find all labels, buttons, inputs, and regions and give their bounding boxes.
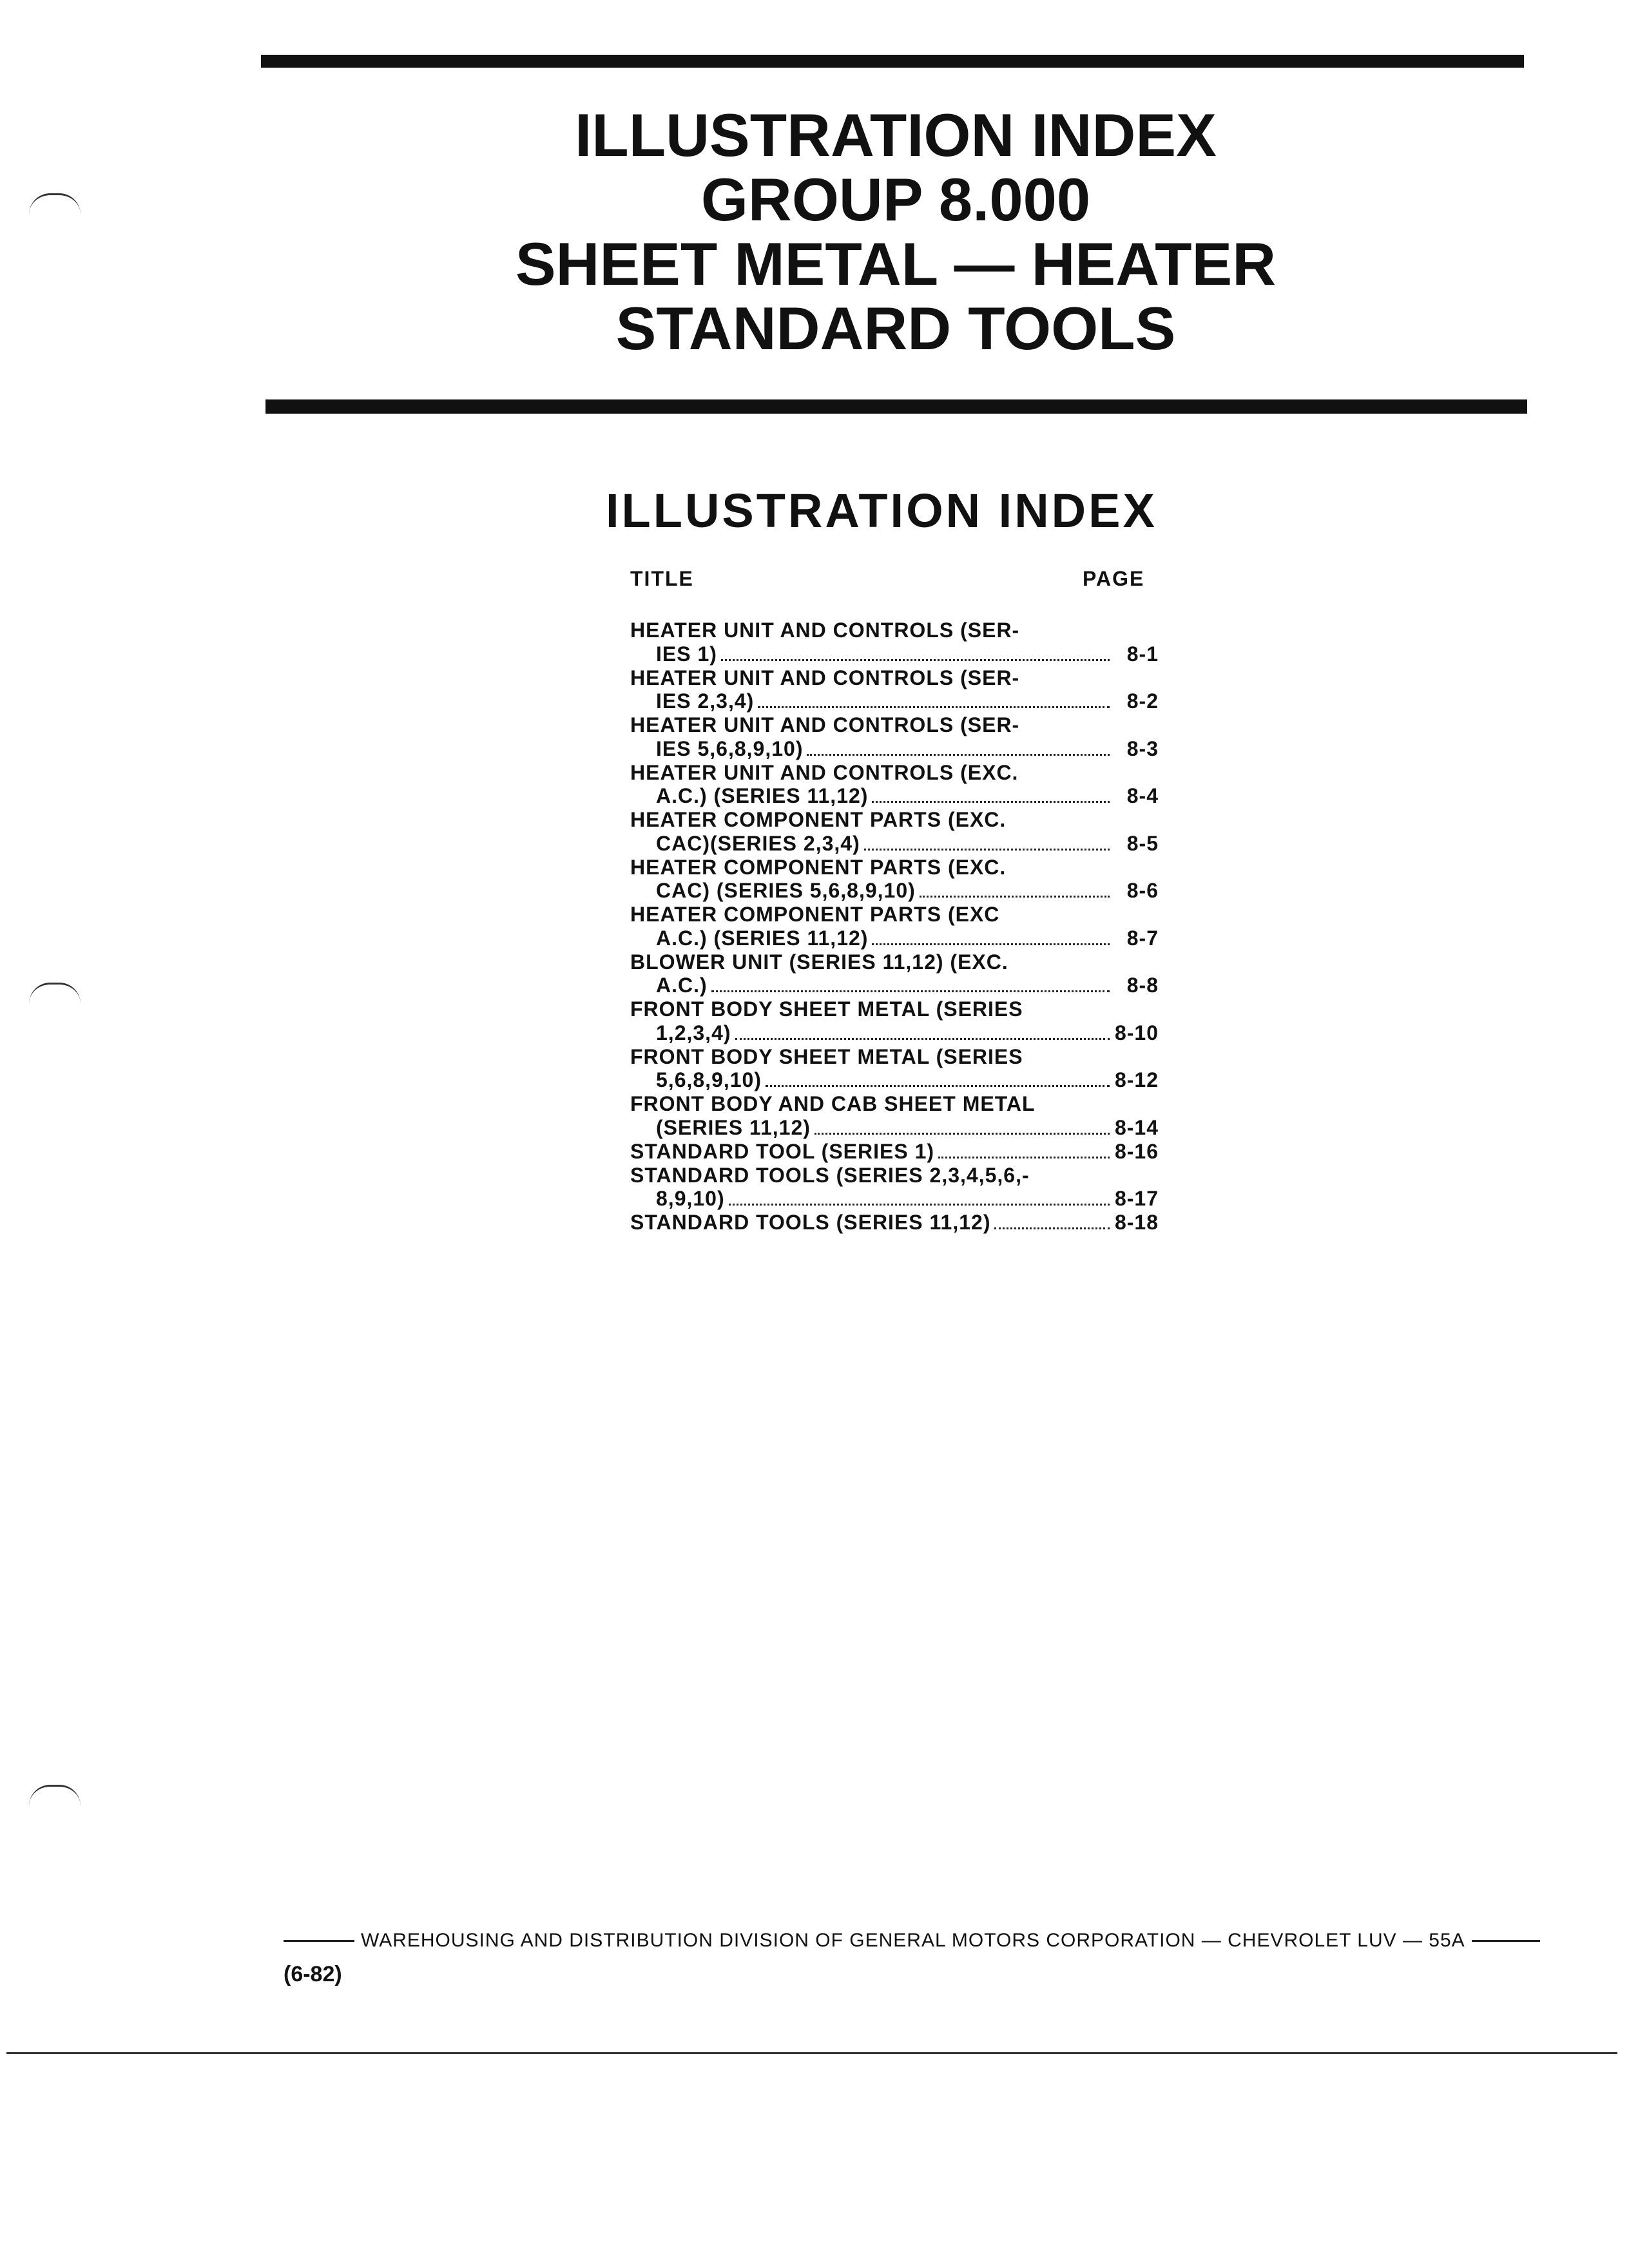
column-header-page: PAGE <box>1083 567 1145 590</box>
entry-detail-line <box>630 1116 1159 1140</box>
index-entry <box>630 666 1159 714</box>
entry-detail-line <box>630 1187 1159 1211</box>
entry-detail-line <box>630 784 1159 808</box>
title-line-4: STANDARD TOOLS <box>615 294 1176 362</box>
entry-detail-line <box>630 1068 1159 1092</box>
entry-title-line: FRONT BODY SHEET METAL (SERIES <box>630 997 1023 1021</box>
index-entry <box>630 856 1159 903</box>
punch-hole-mark <box>29 1785 81 1806</box>
entry-detail-text: IES 5,6,8,9,10) <box>656 736 804 760</box>
entry-page-number: 8-7 <box>1126 926 1159 950</box>
entry-detail-line <box>630 689 1159 713</box>
index-entry <box>630 1092 1159 1140</box>
bottom-rule <box>6 2052 1617 2054</box>
entry-title-line: BLOWER UNIT (SERIES 11,12) (EXC. <box>630 950 1008 974</box>
entry-detail-text: CAC) (SERIES 5,6,8,9,10) <box>656 879 916 902</box>
entry-title-line: HEATER COMPONENT PARTS (EXC. <box>630 855 1007 879</box>
entry-detail-text: IES 1) <box>656 642 717 666</box>
entry-detail-text: A.C.) (SERIES 11,12) <box>656 926 869 950</box>
footer <box>284 1930 1540 1952</box>
index-entry <box>630 761 1159 809</box>
entry-detail-text: 5,6,8,9,10) <box>656 1068 762 1091</box>
punch-hole-mark <box>29 983 81 1004</box>
entry-title-line: HEATER UNIT AND CONTROLS (SER- <box>630 713 1020 736</box>
entry-detail-text: STANDARD TOOL (SERIES 1) <box>630 1139 935 1163</box>
dot-leader <box>920 895 1110 898</box>
entry-title-line: FRONT BODY AND CAB SHEET METAL <box>630 1092 1036 1115</box>
index-entry <box>630 1211 1159 1235</box>
column-header-title: TITLE <box>630 567 694 590</box>
entry-page-number: 8-5 <box>1126 831 1159 855</box>
entry-page-number: 8-16 <box>1114 1139 1159 1163</box>
index-entry <box>630 1140 1159 1164</box>
entry-detail-line <box>630 832 1159 856</box>
dot-leader <box>872 800 1110 803</box>
entry-detail-text: CAC)(SERIES 2,3,4) <box>656 831 860 855</box>
footer-dash-right <box>1472 1940 1540 1942</box>
dot-leader <box>729 1203 1110 1206</box>
footer-text: WAREHOUSING AND DISTRIBUTION DIVISION OF GENERAL MOTORS CORPORATION — CHEVROLET LUV — 55A <box>361 1930 1465 1951</box>
title-line-3: SHEET METAL — HEATER <box>515 230 1277 298</box>
index-entry <box>630 713 1159 761</box>
dot-leader <box>815 1132 1110 1135</box>
entry-title-line: HEATER COMPONENT PARTS (EXC <box>630 903 1000 926</box>
index-entry <box>630 903 1159 950</box>
entry-page-number: 8-1 <box>1126 642 1159 666</box>
entry-detail-line <box>630 1211 1159 1235</box>
dot-leader <box>711 990 1110 992</box>
title-line-1: ILLUSTRATION INDEX <box>575 101 1217 169</box>
dot-leader <box>766 1084 1110 1087</box>
entry-detail-text: 1,2,3,4) <box>656 1021 731 1044</box>
entry-detail-line <box>630 879 1159 903</box>
index-heading: ILLUSTRATION INDEX <box>606 484 1157 537</box>
dot-leader <box>938 1156 1110 1158</box>
entry-page-number: 8-8 <box>1126 974 1159 997</box>
entry-detail-text: STANDARD TOOLS (SERIES 11,12) <box>630 1211 991 1234</box>
index-entry <box>630 1164 1159 1211</box>
dot-leader <box>994 1227 1110 1229</box>
entry-detail-line <box>630 927 1159 950</box>
index-entry <box>630 1045 1159 1093</box>
entry-page-number: 8-18 <box>1114 1211 1159 1234</box>
index-list <box>630 619 1159 1235</box>
dot-leader <box>872 943 1110 945</box>
entry-detail-text: IES 2,3,4) <box>656 689 755 713</box>
punch-hole-mark <box>29 193 81 215</box>
index-entry <box>630 950 1159 998</box>
entry-title-line: HEATER COMPONENT PARTS (EXC. <box>630 808 1007 831</box>
entry-page-number: 8-10 <box>1114 1021 1159 1044</box>
page-title <box>348 103 1443 361</box>
top-rule <box>261 55 1524 68</box>
entry-title-line: HEATER UNIT AND CONTROLS (EXC. <box>630 760 1019 784</box>
dot-leader <box>721 658 1110 661</box>
entry-page-number: 8-4 <box>1126 784 1159 807</box>
dot-leader <box>864 848 1110 850</box>
entry-detail-text: (SERIES 11,12) <box>656 1115 811 1139</box>
entry-page-number: 8-14 <box>1114 1115 1159 1139</box>
entry-detail-text: A.C.) (SERIES 11,12) <box>656 784 869 807</box>
entry-title-line: HEATER UNIT AND CONTROLS (SER- <box>630 619 1020 642</box>
entry-detail-line <box>630 737 1159 761</box>
entry-detail-line <box>630 1021 1159 1045</box>
entry-title-line: STANDARD TOOLS (SERIES 2,3,4,5,6,- <box>630 1163 1030 1187</box>
index-entry <box>630 808 1159 856</box>
index-entry <box>630 619 1159 666</box>
index-entry <box>630 997 1159 1045</box>
entry-detail-line <box>630 974 1159 997</box>
entry-detail-text: A.C.) <box>656 974 708 997</box>
middle-rule <box>265 399 1527 414</box>
entry-title-line: FRONT BODY SHEET METAL (SERIES <box>630 1044 1023 1068</box>
dot-leader <box>758 706 1110 708</box>
entry-detail-text: 8,9,10) <box>656 1187 725 1210</box>
dot-leader <box>735 1037 1110 1040</box>
entry-detail-line <box>630 1140 1159 1164</box>
entry-page-number: 8-12 <box>1114 1068 1159 1091</box>
entry-page-number: 8-3 <box>1126 736 1159 760</box>
footer-date: (6-82) <box>284 1962 342 1986</box>
title-line-2: GROUP 8.000 <box>700 166 1091 233</box>
dot-leader <box>807 753 1110 756</box>
entry-detail-line <box>630 642 1159 666</box>
entry-title-line: HEATER UNIT AND CONTROLS (SER- <box>630 666 1020 689</box>
entry-page-number: 8-6 <box>1126 879 1159 902</box>
entry-page-number: 8-17 <box>1114 1187 1159 1210</box>
footer-dash-left <box>284 1940 354 1942</box>
entry-page-number: 8-2 <box>1126 689 1159 713</box>
